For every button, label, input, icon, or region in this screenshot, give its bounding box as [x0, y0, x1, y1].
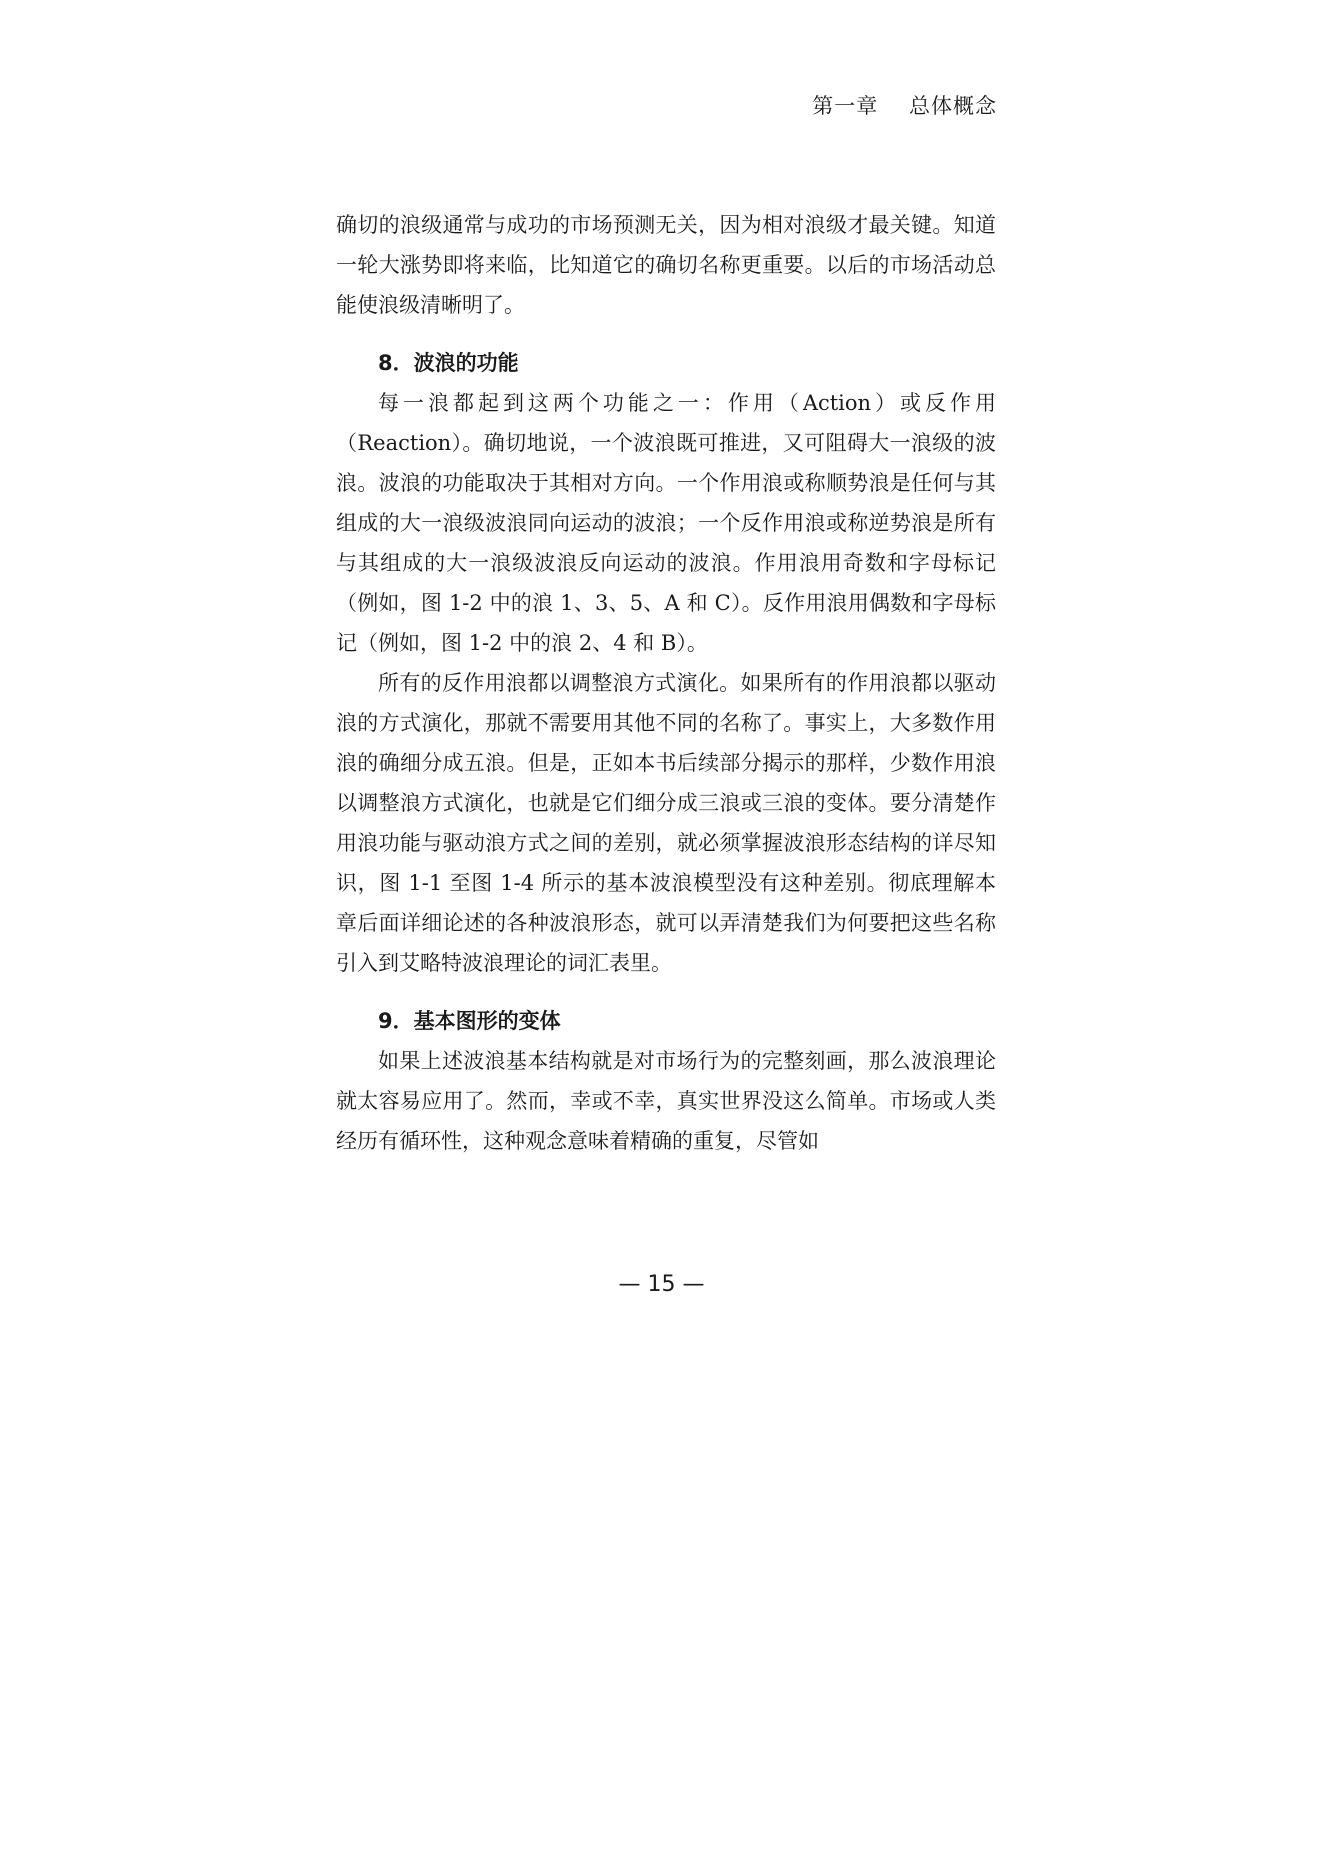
text-run: 每一浪都起到这两个功能之一： [378, 391, 728, 415]
emphasis: 反作用浪 [740, 511, 826, 535]
emphasis: 逆势浪 [868, 511, 933, 535]
text-run: 是所有与其组成的大一浪级波浪反向运动的波浪。作用浪用 [336, 511, 997, 575]
text-run: （Reaction）。确切地说，一个波浪既可推进，又可阻碍大一浪级的波浪。波浪的功能取决于其 [336, 431, 996, 495]
spacer [336, 983, 996, 1001]
emphasis: 三 [762, 791, 784, 815]
text-run: 或称 [783, 471, 826, 495]
page-number: — 15 — [618, 1272, 705, 1297]
emphasis: 作用 [727, 391, 778, 415]
emphasis: 奇 [842, 551, 865, 575]
text-run: 浪或 [719, 791, 763, 815]
emphasis: 顺势浪 [825, 471, 890, 495]
section-heading-9: 9．基本图形的变体 [378, 1009, 561, 1033]
text-run: 浪的变体。要分清楚 [783, 791, 976, 815]
emphasis: 三 [698, 791, 720, 815]
text-run: 所有的反作用浪都以调整浪方式演化。如果所有的作用浪都以驱动浪的方式演化，那就不需要用其他不同的名称了。事实上，大多数作用浪的确细分成五浪。但是，正如本书后续部分揭示的那样，少数作用浪以调整浪方式演化，也就是它们细分成 [336, 671, 996, 815]
emphasis: 相对 [762, 213, 805, 237]
text-run: （Action）或 [777, 391, 926, 415]
emphasis: 反作用 [925, 391, 997, 415]
text-run: 。一个 [655, 471, 720, 495]
text-run: 是任何与其组成的大一浪级波浪同向运动的波浪；一个 [336, 471, 997, 535]
text-run: 方式之间的差别，就必须掌握波浪形态结构的详尽知识，图 1-1 至图 1-4 所示的基本波浪模型没有这种差别。彻底理解本章后面详细论述的各种波浪形态，就可以弄清楚我们为何要把这些名称引入到艾略特波浪理论的词汇表里。 [336, 831, 997, 975]
text-run: 如果上述波浪基本结构就是对市场行为的完整刻画，那么波浪理论就太容易应用了。然而，幸或不幸，真实世界没这么简单。市场或人类经历有循环性，这种观念意味着精确的重复，尽管如 [336, 1049, 996, 1153]
paragraph-wave-degree [336, 205, 996, 325]
emphasis: 作用浪 [336, 791, 997, 855]
paragraph-variations [336, 1041, 996, 1161]
body-text [336, 205, 996, 1161]
text-run: 浪级才最关键。知道一轮大涨势即将来临，比知道它的确切名称更重要。以后的市场活动总能使浪级清晰明了。 [336, 213, 997, 317]
spacer [336, 325, 996, 343]
emphasis: 驱动浪 [442, 831, 507, 855]
paragraph-wave-function [336, 383, 996, 663]
text-run: 或称 [825, 511, 869, 535]
paragraph-reaction-waves [336, 663, 996, 983]
emphasis: 相对方向 [570, 471, 656, 495]
text-run: 功能与 [378, 831, 443, 855]
text-run: 确切的浪级通常与成功的市场预测无关，因为 [336, 213, 762, 237]
emphasis: 作用浪 [719, 471, 784, 495]
text-run: 数和字母标记（例如，图 1-2 中的浪 1、3、5、A 和 C）。反作用浪用偶数和字母标记（例如，图 1-2 中的浪 2、4 和 B）。 [336, 551, 997, 655]
section-heading-8: 8．波浪的功能 [378, 351, 519, 375]
running-head: 第一章 总体概念 [812, 94, 997, 118]
